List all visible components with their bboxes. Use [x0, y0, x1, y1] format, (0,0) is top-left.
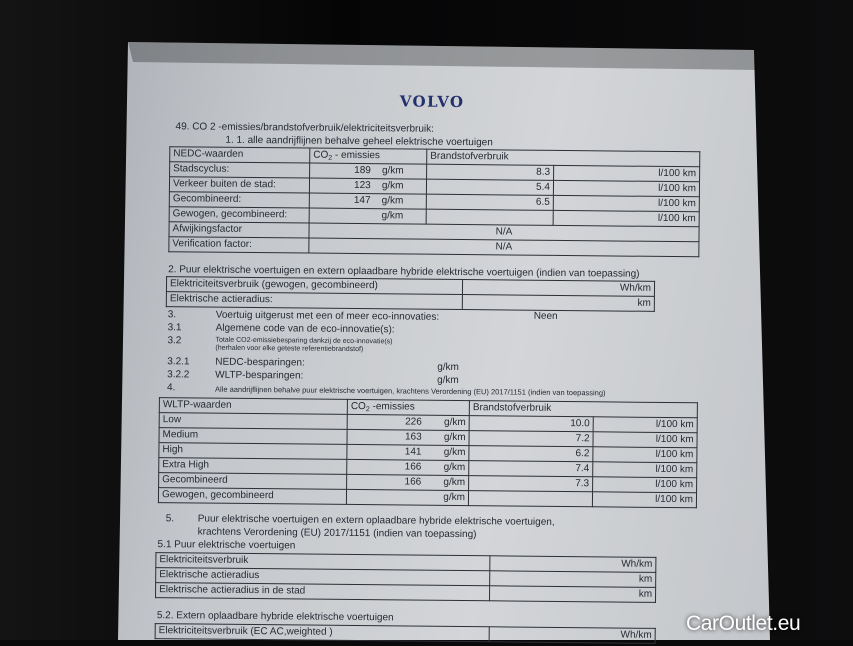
verification-value: N/A: [309, 238, 699, 257]
wltp-fuel-unit: l/100 km: [593, 447, 697, 463]
volvo-logo: VOLVO: [399, 92, 465, 112]
sec3-text: Voertuig uitgerust met een of meer eco-innovaties:: [215, 309, 440, 323]
sec3-2-2-unit: g/km: [437, 374, 459, 386]
sec3-2-num: 3.2: [167, 335, 182, 347]
nedc-fuel-value: 6.5: [426, 194, 553, 210]
wltp-co2-cell: [347, 444, 469, 460]
nedc-fuel-unit: l/100 km: [553, 195, 699, 211]
sec3-2-1-unit: g/km: [437, 361, 459, 373]
sec5-row-unit: Wh/km: [490, 556, 656, 573]
sec5-1-heading: 5.1 Puur elektrische voertuigen: [157, 539, 296, 552]
wltp-co2-cell: [347, 459, 469, 475]
nedc-row-label: Gecombineerd:: [169, 192, 309, 208]
wltp-co2-unit: g/km: [443, 431, 466, 444]
sec2-row-unit: km: [462, 295, 654, 312]
sec5-row-label: Elektriciteitsverbruik: [156, 553, 490, 571]
wltp-table: [158, 397, 698, 508]
wltp-row-label: Medium: [159, 428, 347, 445]
sec4-text: Alle aandrijflijnen behalve puur elektrische voertuigen, krachtens Verordening (EU) 2017/1151 (indien van toepassing): [214, 384, 606, 398]
wltp-fuel-value: 10.0: [469, 416, 593, 432]
wltp-row-label: High: [159, 443, 347, 460]
nedc-fuel-value: 8.3: [427, 164, 554, 180]
nedc-fuel-unit: l/100 km: [554, 165, 700, 181]
nedc-co2-unit: g/km: [381, 165, 404, 177]
wltp-co2-cell: [347, 414, 469, 430]
sec3-value: Neen: [533, 310, 558, 322]
nedc-co2-value: 123: [353, 179, 371, 192]
wltp-co2-unit: g/km: [443, 461, 466, 474]
sec5-row-label: Elektrische actieradius in de stad: [156, 583, 490, 601]
wltp-co2-value: 166: [404, 461, 422, 473]
sec3-2-2-text: WLTP-besparingen:: [215, 369, 304, 382]
afwijking-value: N/A: [309, 223, 699, 242]
wltp-col-label: WLTP-waarden: [159, 398, 347, 415]
section-2-heading: 2. Puur elektrische voertuigen en extern oplaadbare hybride elektrische voertuigen (indien van toepassing): [168, 264, 640, 280]
sec5-2-row-unit: Wh/km: [489, 627, 655, 644]
afwijking-label: Afwijkingsfactor: [169, 222, 309, 238]
sec2-row-unit: Wh/km: [462, 280, 654, 297]
nedc-co2-cell: [310, 163, 427, 179]
wltp-co2-value: 226: [405, 416, 422, 428]
wltp-fuel-unit: l/100 km: [592, 492, 696, 508]
wltp-col-co2: [347, 399, 469, 415]
sec3-1-text: Algemene code van de eco-innovatie(s):: [215, 322, 395, 336]
nedc-co2-value: 189: [354, 164, 371, 177]
co2-subscript: 2: [328, 154, 333, 162]
nedc-co2-unit: g/km: [381, 180, 404, 192]
wltp-fuel-unit: l/100 km: [593, 432, 697, 448]
heading-49: 49. CO 2 -emissies/brandstofverbruik/elektriciteitsverbruik:: [175, 121, 435, 135]
sec3-2-text: Totale CO2-emissiebesparing dankzij de eco-innovatie(s): [215, 336, 393, 346]
co2-suffix: - emissies: [332, 149, 381, 161]
wltp-row-label: Gecombineerd: [159, 473, 347, 490]
nedc-fuel-value: 5.4: [426, 179, 553, 195]
sec5-row-unit: km: [489, 586, 655, 603]
sec2-row-label: Elektrische actieradius:: [166, 292, 462, 310]
wltp-co2-unit: g/km: [443, 491, 466, 504]
wltp-fuel-value: 6.2: [469, 446, 593, 462]
wltp-co2-cell: [346, 489, 468, 505]
nedc-col-fuel: Brandstofverbruik: [427, 149, 700, 167]
sec3-2-1-num: 3.2.1: [167, 356, 190, 368]
wltp-fuel-value: 7.4: [469, 461, 593, 477]
nedc-fuel-unit: l/100 km: [553, 210, 699, 226]
section-5-1-table: [155, 552, 656, 603]
wltp-fuel-value: [468, 491, 592, 507]
nedc-fuel-unit: l/100 km: [553, 180, 699, 196]
sec5-2-row: [155, 624, 655, 644]
nedc-co2-cell: [309, 178, 426, 194]
sec5-2-heading: 5.2. Extern oplaadbare hybride elektrische voertuigen: [156, 610, 394, 624]
wltp-co2-value: 141: [404, 446, 422, 458]
section-2-table: [166, 276, 655, 312]
nedc-fuel-value: [426, 209, 553, 225]
sec3-2-text2: (herhalen voor elke geteste referentiebrandstof): [215, 344, 364, 354]
sec3-1-num: 3.1: [167, 322, 182, 334]
sec3-num: 3.: [167, 309, 177, 321]
wltp-row-label: Low: [159, 413, 347, 430]
co2-prefix: CO: [350, 400, 366, 412]
nedc-co2-cell: [309, 193, 426, 209]
nedc-co2-cell: [309, 208, 426, 224]
wltp-co2-unit: g/km: [443, 476, 466, 489]
wltp-row-label: Extra High: [159, 458, 347, 475]
wltp-co2-value: 166: [404, 476, 422, 488]
section-5-2-table: [155, 623, 656, 644]
nedc-co2-unit: g/km: [381, 195, 404, 207]
wltp-co2-unit: g/km: [443, 416, 466, 429]
sec2-row-label: Elektriciteitsverbruik (gewogen, gecombineerd): [166, 277, 462, 295]
wltp-row-label: Gewogen, gecombineerd: [158, 488, 346, 505]
nedc-col-co2: [310, 148, 427, 164]
wltp-col-fuel: Brandstofverbruik: [469, 401, 697, 418]
sec5-row-label: Elektrische actieradius: [156, 568, 490, 586]
co2-suffix: -emissies: [369, 400, 415, 413]
wltp-fuel-value: 7.3: [469, 476, 593, 492]
nedc-co2-value: 147: [353, 194, 371, 207]
wltp-fuel-unit: l/100 km: [593, 477, 697, 493]
sec5-text: Puur elektrische voertuigen en extern oplaadbare hybride elektrische voertuigen,: [197, 513, 555, 528]
wltp-co2-unit: g/km: [443, 446, 466, 459]
co2-subscript: 2: [365, 405, 370, 413]
wltp-co2-cell: [347, 474, 469, 490]
sec5-2-row-label: Elektriciteitsverbruik (EC AC,weighted ): [155, 624, 489, 642]
nedc-col-label: NEDC-waarden: [170, 147, 310, 163]
caroutlet-watermark: CarOutlet.eu: [686, 612, 801, 635]
coc-document: [143, 78, 758, 646]
nedc-row-label: Gewogen, gecombineerd:: [169, 207, 309, 223]
nedc-row-label: Verkeer buiten de stad:: [169, 177, 309, 193]
wltp-fuel-unit: l/100 km: [593, 417, 697, 433]
wltp-fuel-value: 7.2: [469, 431, 593, 447]
sec3-2-1-text: NEDC-besparingen:: [215, 356, 305, 369]
nedc-row-label: Stadscyclus:: [170, 162, 310, 178]
verification-label: Verification factor:: [169, 237, 309, 253]
sec3-2-2-num: 3.2.2: [167, 369, 190, 381]
co2-prefix: CO: [313, 149, 329, 161]
wltp-co2-value: 163: [404, 431, 422, 443]
nedc-table: [168, 146, 700, 257]
sec5-num: 5.: [165, 513, 175, 525]
nedc-co2-unit: g/km: [381, 210, 404, 222]
sec5-row-unit: km: [490, 571, 656, 588]
sec5-text2: krachtens Verordening (EU) 2017/1151 (indien van toepassing): [197, 526, 477, 541]
sec4-num: 4.: [166, 382, 176, 394]
heading-1-1: 1. 1. alle aandrijflijnen behalve geheel elektrische voertuigen: [225, 134, 493, 149]
wltp-fuel-unit: l/100 km: [593, 462, 697, 478]
wltp-co2-cell: [347, 429, 469, 445]
